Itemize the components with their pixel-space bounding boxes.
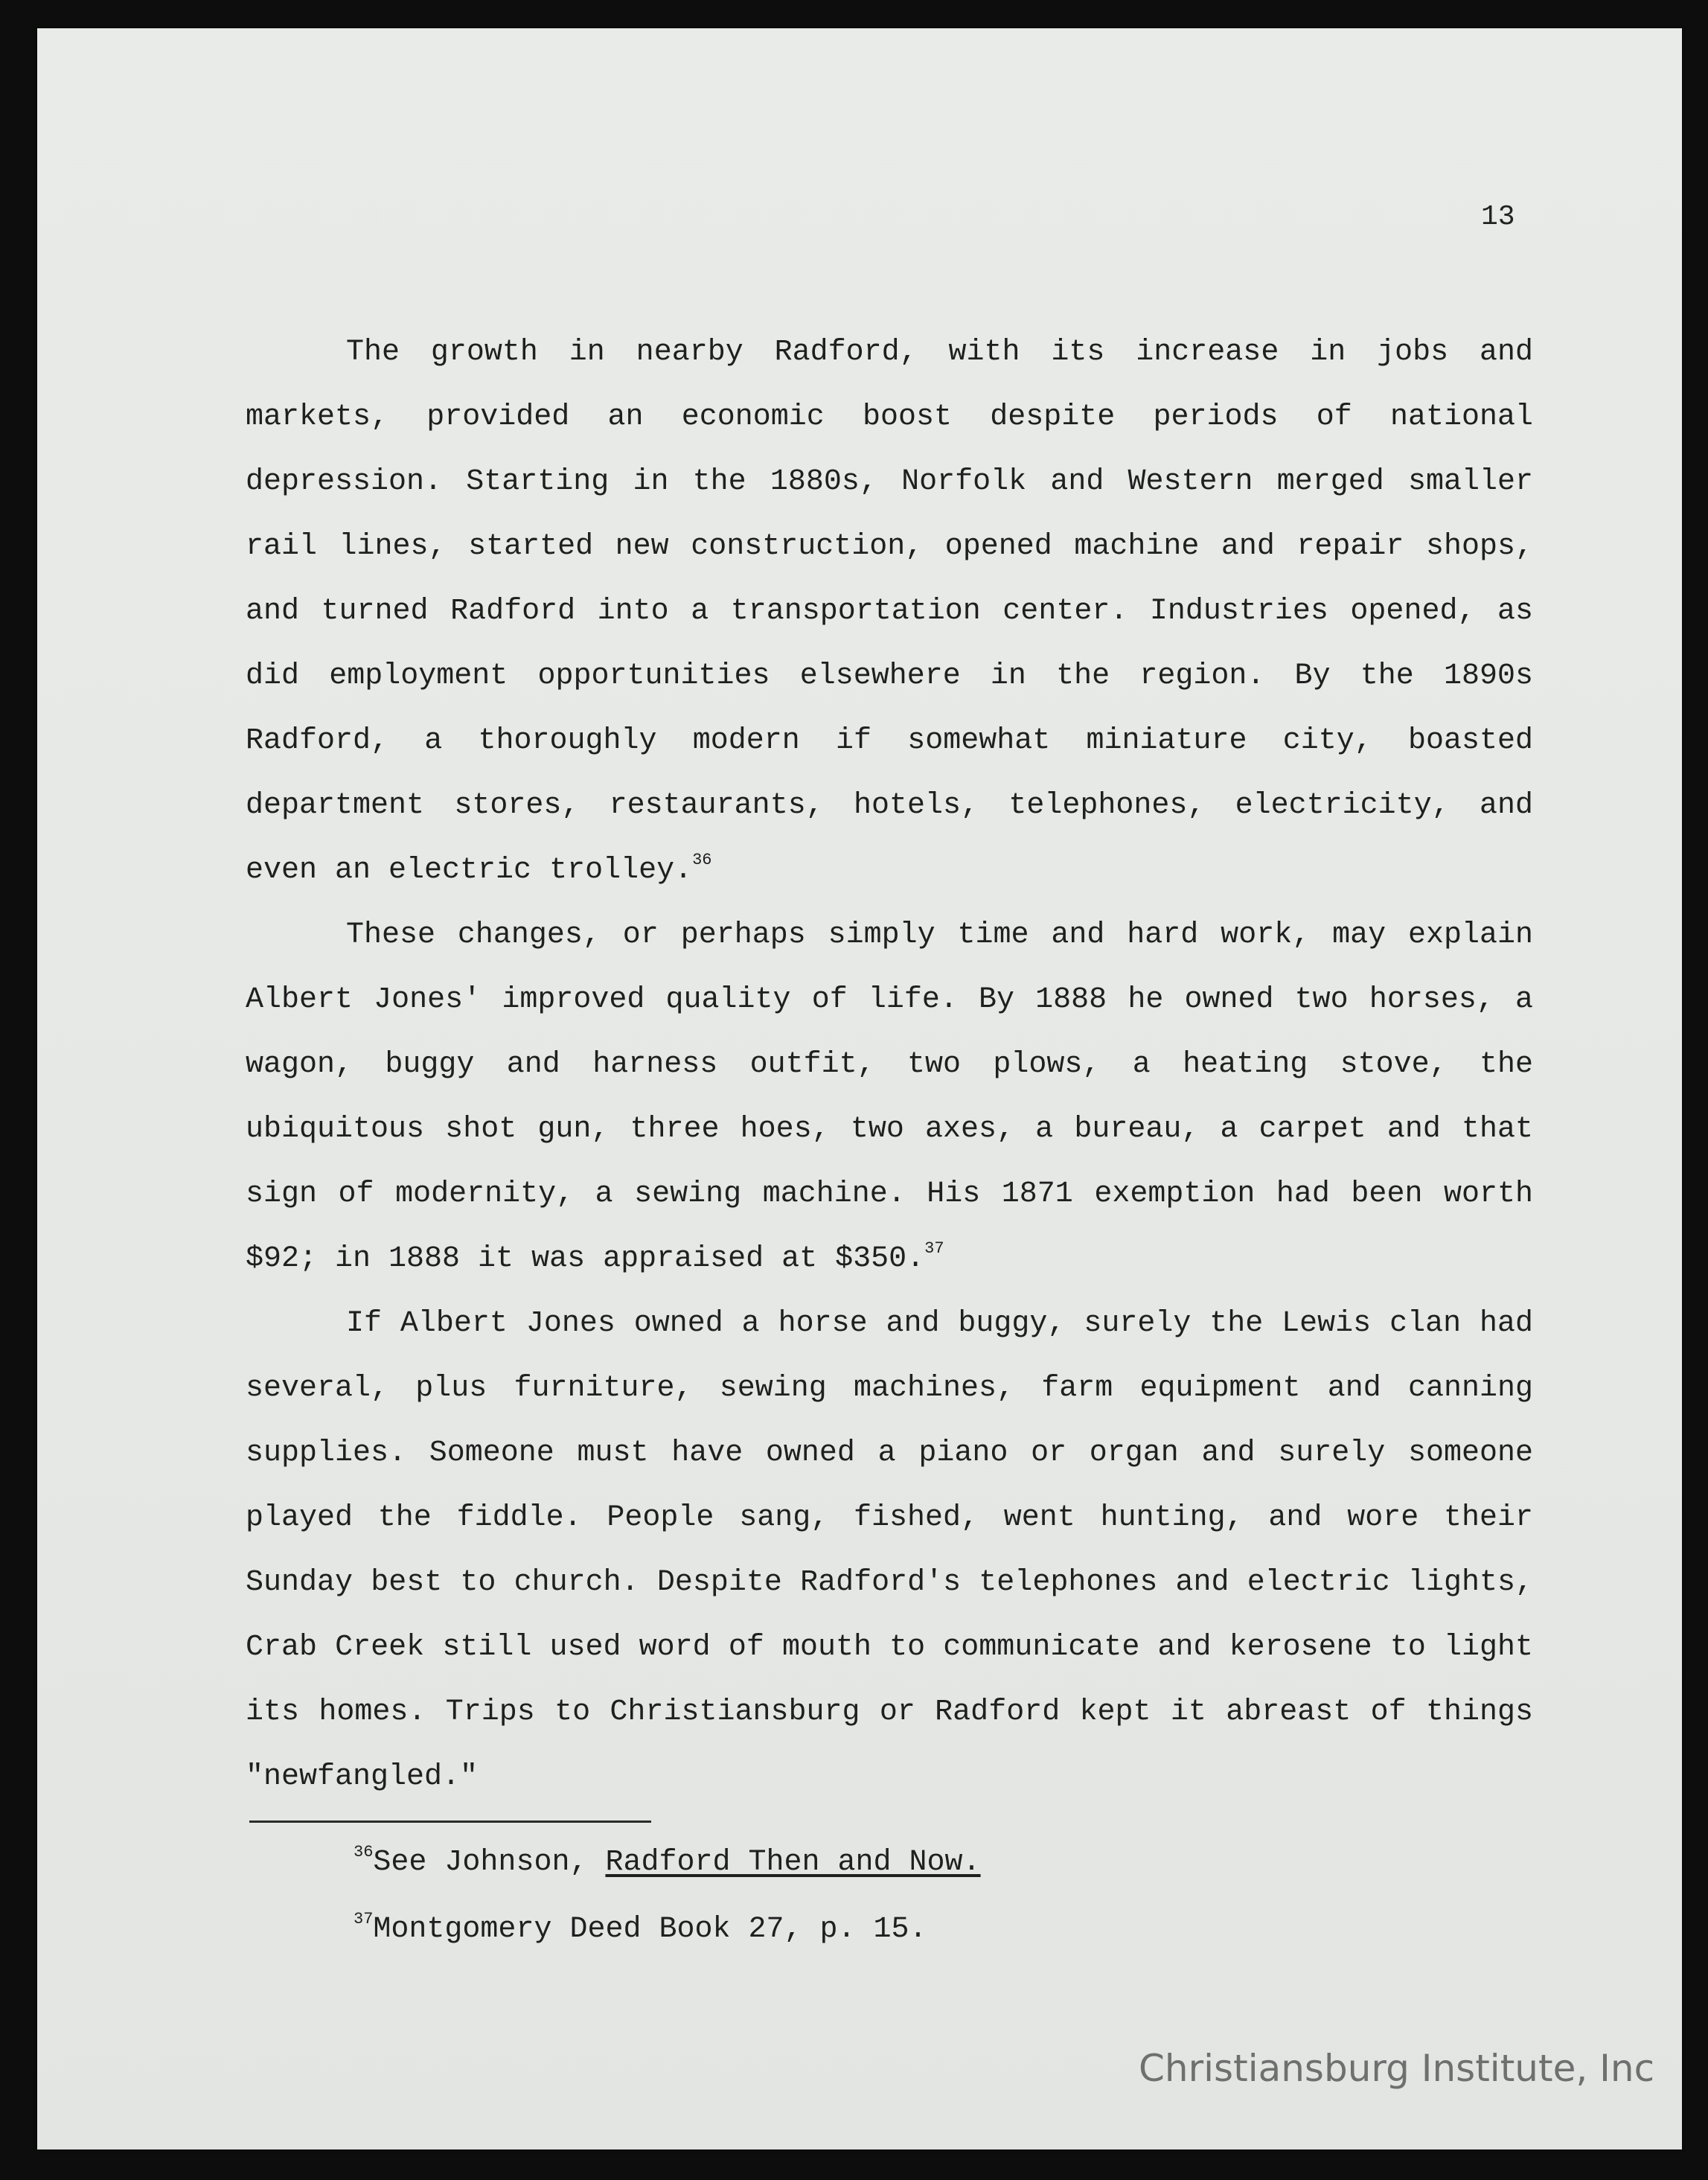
paragraph-1-text: The growth in nearby Radford, with its increase in jobs and markets, provided an economic boost despite periods of national depression. Starting in the 1880s, Norfolk and Western merged smaller rail lines, started new construction, opened machine and repair shops, and turned Radford into a transportation center. Industries opened, as did employment opportunities elsewhere in the region. By the 1890s Radford, a thoroughly modern if somewhat miniature city, boasted department stores, restaurants, hotels, telephones, electricity, and even an electric trolley. bbox=[246, 336, 1533, 887]
paragraph-3-text: If Albert Jones owned a horse and buggy, surely the Lewis clan had several, plus furniture, sewing machines, farm equipment and canning supplies. Someone must have owned a piano or organ and surely someone played the fiddle. People sang, fished, went hunting, and wore their Sunday best to church. Despite Radford's telephones and electric lights, Crab Creek still used word of mouth to communicate and kerosene to light its homes. Trips to Christiansburg or Radford kept it abreast of things "newfangled." bbox=[246, 1307, 1533, 1794]
watermark: Christiansburg Institute, Inc bbox=[1139, 2047, 1655, 2090]
paragraph-1 bbox=[246, 320, 1533, 903]
footnote-ref-36: 36 bbox=[692, 850, 712, 869]
footnote-number-37: 37 bbox=[354, 1909, 374, 1928]
footnote-number-36: 36 bbox=[354, 1842, 374, 1861]
body-text bbox=[246, 320, 1533, 1809]
footnote-36-prefix: See Johnson, bbox=[373, 1846, 606, 1879]
footnote-divider bbox=[249, 1821, 651, 1823]
paragraph-2 bbox=[246, 903, 1533, 1291]
footnote-37-text: Montgomery Deed Book 27, p. 15. bbox=[373, 1913, 927, 1946]
paragraph-3 bbox=[246, 1291, 1533, 1809]
footnote-36 bbox=[354, 1842, 981, 1879]
footnote-36-title: Radford Then and Now. bbox=[605, 1846, 981, 1879]
footnote-ref-37: 37 bbox=[924, 1238, 944, 1258]
footnote-37 bbox=[354, 1909, 927, 1946]
page-number: 13 bbox=[1481, 201, 1515, 233]
paragraph-2-text: These changes, or perhaps simply time and hard work, may explain Albert Jones' improved quality of life. By 1888 he owned two horses, a wagon, buggy and harness outfit, two plows, a heating stove, the ubiquitous shot gun, three hoes, two axes, a bureau, a carpet and that sign of modernity, a sewing machine. His 1871 exemption had been worth $92; in 1888 it was appraised at $350. bbox=[246, 918, 1533, 1276]
